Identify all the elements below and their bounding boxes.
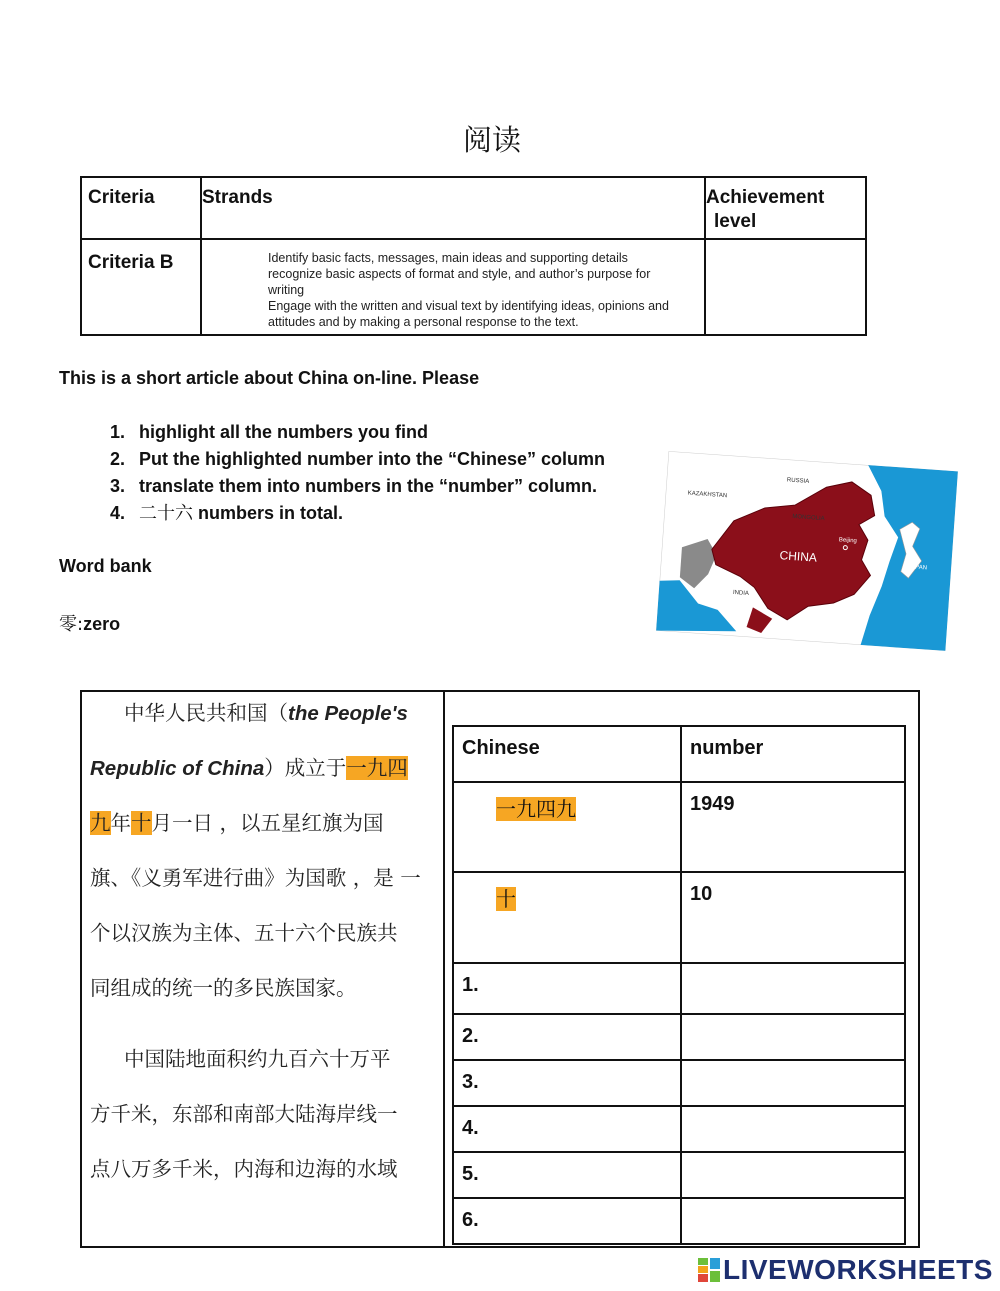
- instructions-list: [110, 420, 605, 528]
- word-bank-entry: 零:zero: [59, 614, 121, 635]
- strand-line: Identify basic facts, messages, main ideas and supporting details: [268, 251, 628, 265]
- answer-number-cell[interactable]: [681, 1106, 905, 1152]
- numbers-table: [452, 725, 906, 1245]
- article-line: 旗、《义勇军进行曲》为国歌 ，是 一: [90, 866, 421, 890]
- answer-chinese-cell[interactable]: 2.: [453, 1014, 681, 1060]
- strand-line: attitudes and by making a personal response to the text.: [268, 315, 579, 329]
- example-number: 10: [681, 872, 905, 963]
- achievement-level-cell[interactable]: [705, 239, 866, 335]
- strand-line: recognize basic aspects of format and style, and author’s purpose for: [268, 267, 651, 281]
- criteria-header: Criteria: [88, 187, 155, 208]
- page-title: 阅读: [462, 123, 521, 157]
- answer-chinese-cell[interactable]: 6.: [453, 1198, 681, 1244]
- article-line: 点八万多千米，内海和边海的水域: [90, 1157, 398, 1181]
- strands-header: Strands: [202, 187, 273, 208]
- example-chinese: 一九四九: [496, 797, 576, 821]
- article-divider: [443, 690, 445, 1248]
- map-label: RUSSIA: [786, 477, 810, 485]
- answer-chinese-cell[interactable]: 3.: [453, 1060, 681, 1106]
- answer-number-cell[interactable]: [681, 963, 905, 1014]
- example-chinese: 十: [496, 887, 516, 911]
- map-label: KAZAKHSTAN: [687, 490, 728, 500]
- criteria-table: [80, 176, 867, 336]
- word-bank-label: Word bank: [59, 556, 152, 576]
- map-label: CHINA: [779, 548, 818, 565]
- instruction-item: 4. 二十六 numbers in total.: [110, 503, 344, 524]
- map-label: INDIA: [732, 589, 750, 598]
- logo-icon: [698, 1258, 720, 1282]
- answer-chinese-cell[interactable]: 5.: [453, 1152, 681, 1198]
- article-line: Republic of China）成立于一九四: [90, 756, 408, 780]
- achievement-header: Achievement: [706, 187, 825, 208]
- example-number: 1949: [681, 782, 905, 872]
- answer-number-cell[interactable]: [681, 1060, 905, 1106]
- map-label: JAPAN: [907, 564, 928, 572]
- instruction-item: 2. Put the highlighted number into the “Chinese” column: [110, 449, 605, 469]
- answer-number-cell[interactable]: [681, 1198, 905, 1244]
- article-line: 中华人民共和国（the People's: [124, 701, 408, 725]
- china-map-image: [656, 451, 958, 651]
- highlighted-number[interactable]: 九: [90, 811, 111, 835]
- article-line: 方千米，东部和南部大陆海岸线一: [90, 1102, 398, 1126]
- number-column-header: number: [681, 726, 905, 782]
- instruction-item: 1. highlight all the numbers you find: [110, 422, 428, 442]
- article-line: 个以汉族为主体、五十六个民族共: [90, 921, 398, 945]
- criteria-b-cell: Criteria B: [88, 252, 174, 273]
- highlighted-number[interactable]: 十: [131, 811, 152, 835]
- answer-chinese-cell[interactable]: 1.: [453, 963, 681, 1014]
- answer-number-cell[interactable]: [681, 1014, 905, 1060]
- article-text: [90, 695, 440, 1206]
- intro-text: This is a short article about China on-line. Please: [59, 368, 480, 388]
- strand-line: writing: [268, 283, 305, 297]
- map-label: MONGOLIA: [792, 513, 825, 523]
- level-header: level: [714, 211, 757, 232]
- liveworksheets-logo: LIVEWORKSHEETS: [698, 1254, 993, 1286]
- strand-line: Engage with the written and visual text by identifying ideas, opinions and: [268, 299, 669, 313]
- map-label: Beijing: [838, 537, 858, 545]
- answer-number-cell[interactable]: [681, 1152, 905, 1198]
- instruction-item: 3. translate them into numbers in the “number” column.: [110, 476, 598, 496]
- article-line: 中国陆地面积约九百六十万平: [124, 1047, 391, 1071]
- chinese-column-header: Chinese: [453, 726, 681, 782]
- article-line: 同组成的统一的多民族国家。: [90, 976, 357, 1000]
- answer-chinese-cell[interactable]: 4.: [453, 1106, 681, 1152]
- highlighted-number[interactable]: 一九四: [346, 756, 408, 780]
- article-line: 九年十月一日 ，以五星红旗为国: [90, 811, 384, 835]
- strands-text: [202, 240, 704, 330]
